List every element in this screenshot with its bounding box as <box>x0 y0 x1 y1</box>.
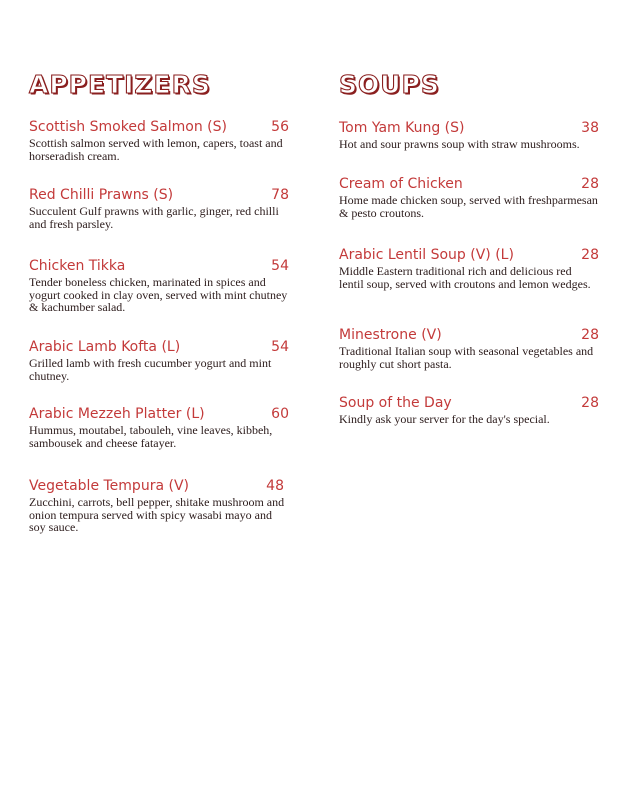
item-price: 28 <box>581 327 599 343</box>
item-description: Zucchini, carrots, bell pepper, shitake mushroom and onion tempura served with spicy wasabi mayo and soy sauce. <box>29 495 285 534</box>
menu-item <box>29 406 291 449</box>
menu-item <box>339 395 599 426</box>
menu-item <box>29 339 291 382</box>
item-name: Tom Yam Kung (S) <box>339 120 465 136</box>
item-name: Arabic Lamb Kofta (L) <box>29 339 181 355</box>
item-price: 78 <box>271 187 289 203</box>
item-name: Vegetable Tempura (V) <box>29 478 189 494</box>
item-description: Home made chicken soup, served with freshparmesan & pesto croutons. <box>339 193 598 220</box>
item-description: Tender boneless chicken, marinated in spices and yogurt cooked in clay oven, served with mint chutney & kachumber salad. <box>29 275 288 314</box>
item-description: Hummus, moutabel, tabouleh, vine leaves, kibbeh, sambousek and cheese fatayer. <box>29 423 273 450</box>
item-description: Traditional Italian soup with seasonal vegetables and roughly cut short pasta. <box>339 344 594 371</box>
menu-item <box>29 119 291 162</box>
item-name: Arabic Lentil Soup (V) (L) <box>339 247 514 263</box>
item-description: Middle Eastern traditional rich and delicious red lentil soup, served with croutons and lemon wedges. <box>339 264 591 291</box>
menu-item <box>29 478 291 534</box>
item-description: Hot and sour prawns soup with straw mushrooms. <box>339 137 580 151</box>
menu-item <box>339 327 599 370</box>
item-price: 54 <box>271 258 289 274</box>
menu-item <box>29 187 291 230</box>
soups-section <box>339 70 609 426</box>
item-price: 28 <box>581 176 599 192</box>
menu-item <box>29 258 291 314</box>
item-description: Succulent Gulf prawns with garlic, ginger, red chilli and fresh parsley. <box>29 204 279 231</box>
item-price: 56 <box>271 119 289 135</box>
item-name: Soup of the Day <box>339 395 452 411</box>
item-name: Cream of Chicken <box>339 176 463 192</box>
item-name: Minestrone (V) <box>339 327 442 343</box>
menu-item <box>339 120 599 151</box>
appetizers-title: APPETIZERS <box>29 70 211 99</box>
item-name: Scottish Smoked Salmon (S) <box>29 119 227 135</box>
soups-title: SOUPS <box>339 70 440 99</box>
item-name: Arabic Mezzeh Platter (L) <box>29 406 205 422</box>
item-description: Grilled lamb with fresh cucumber yogurt and mint chutney. <box>29 356 272 383</box>
item-price: 54 <box>271 339 289 355</box>
item-price: 28 <box>581 395 599 411</box>
item-price: 48 <box>266 478 284 494</box>
menu-item <box>339 247 599 290</box>
item-price: 60 <box>271 406 289 422</box>
item-price: 28 <box>581 247 599 263</box>
item-name: Chicken Tikka <box>29 258 126 274</box>
item-name: Red Chilli Prawns (S) <box>29 187 174 203</box>
item-description: Scottish salmon served with lemon, capers, toast and horseradish cream. <box>29 136 283 163</box>
item-description: Kindly ask your server for the day's special. <box>339 412 550 426</box>
appetizers-section <box>29 70 291 534</box>
menu-item <box>339 176 599 219</box>
item-price: 38 <box>581 120 599 136</box>
